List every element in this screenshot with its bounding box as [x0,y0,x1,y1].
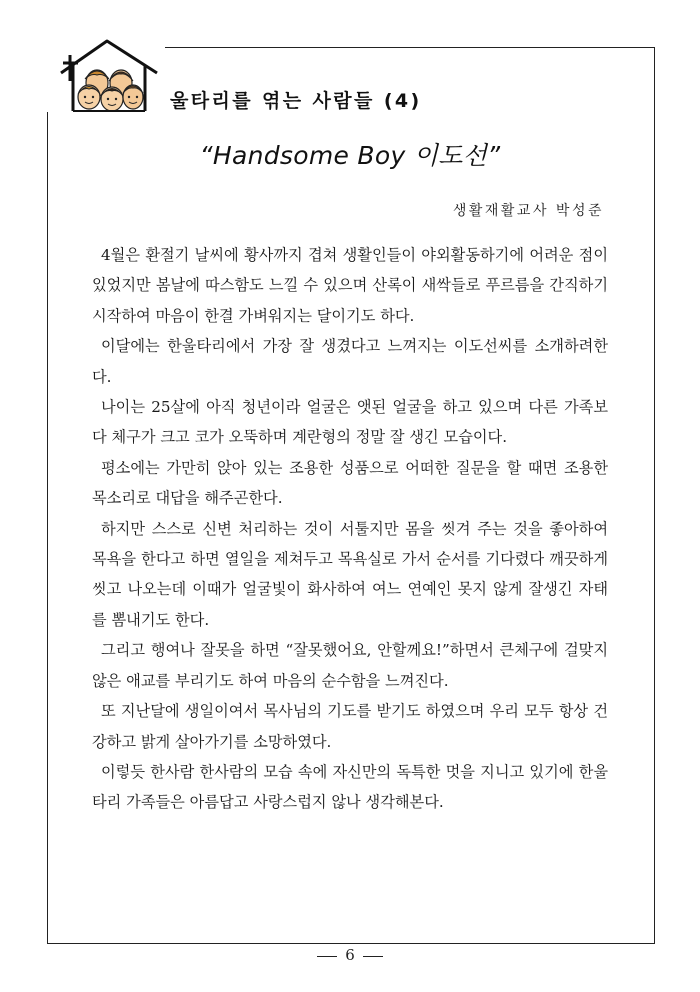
frame-right-border [654,47,655,944]
frame-bottom-border [47,943,655,944]
page-number-dash-right [363,956,383,957]
article-paragraph: 4월은 환절기 날씨에 황사까지 겹쳐 생활인들이 야외활동하기에 어려운 점이 있었지만 봄날에 따스함도 느낄 수 있으며 산록이 새싹들로 푸르름을 간직하기 시작하여 마음이 한결 가벼워지는 달이기도 하다. [92,246,608,325]
article-paragraph: 평소에는 가만히 앉아 있는 조용한 성품으로 어떠한 질문을 할 때면 조용한 목소리로 대답을 해주곤한다. [92,458,608,508]
article-paragraph: 나이는 25살에 아직 청년이라 얼굴은 앳된 얼굴을 하고 있으며 다른 가족보다 체구가 크고 코가 오뚝하며 계란형의 정말 잘 생긴 모습이다. [92,398,608,447]
article-title: “Handsome Boy 이도선” [199,141,501,170]
article-body [92,240,608,818]
article-paragraph: 하지만 스스로 신변 처리하는 것이 서툴지만 몸을 씻겨 주는 것을 좋아하여 목욕을 한다고 하면 열일을 제쳐두고 목욕실로 가서 순서를 기다렸다 깨끗하게 씻고 나오는데 이때가 얼굴빛이 화사하여 여느 연예인 못지 않게 잘생긴 자태를 뽐내기도 한다. [92,519,608,629]
article-paragraph: 또 지난달에 생일이여서 목사님의 기도를 받기도 하였으며 우리 모두 항상 건강하고 밝게 살아가기를 소망하였다. [92,702,608,751]
article-paragraph: 그리고 행여나 잘못을 하면 “잘못했어요, 안할께요!”하면서 큰체구에 걸맞지 않은 애교를 부리기도 하여 마음의 순수함을 느껴진다. [92,641,608,690]
article-paragraph: 이달에는 한울타리에서 가장 잘 생겼다고 느껴지는 이도선씨를 소개하려한다. [92,337,608,386]
frame-top-border [165,47,655,48]
frame-left-border [47,112,48,944]
article-author: 생활재활교사 박성준 [452,203,604,219]
page-number [0,946,700,964]
page-number-value: 6 [345,946,355,964]
house-with-cross-and-faces-icon [57,33,163,117]
series-title: 울타리를 엮는 사람들 (4) [170,90,422,112]
page-number-dash-left [317,956,337,957]
article-paragraph: 이렇듯 한사람 한사람의 모습 속에 자신만의 독특한 멋을 지니고 있기에 한울타리 가족들은 아름답고 사랑스럽지 않나 생각해본다. [92,762,608,812]
